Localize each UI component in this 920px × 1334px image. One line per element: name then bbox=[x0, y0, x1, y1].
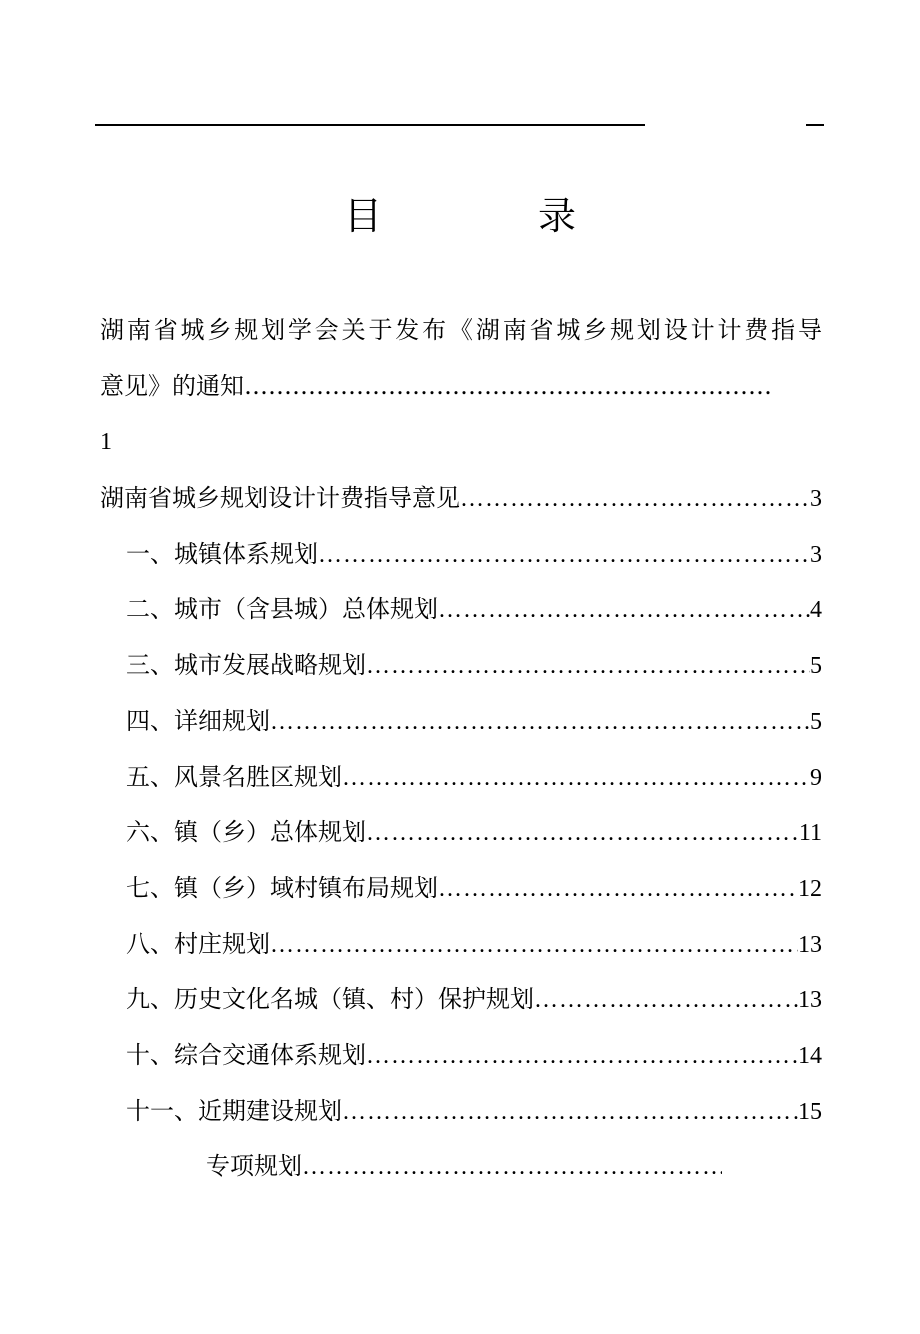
toc-entry-label: 七、镇（乡）域村镇布局规划 bbox=[126, 874, 438, 902]
toc-entry-10[interactable] bbox=[126, 1027, 822, 1083]
toc-entry-page: 5 bbox=[810, 709, 822, 735]
toc-entry-page: 11 bbox=[798, 820, 822, 846]
toc-entry-page: 13 bbox=[798, 932, 822, 958]
toc-entry-label: 湖南省城乡规划设计计费指导意见 bbox=[100, 484, 460, 512]
toc-leader-dots bbox=[270, 694, 810, 750]
toc-entry-page: 5 bbox=[810, 653, 822, 679]
toc-leader-dots bbox=[366, 1028, 798, 1084]
toc-leader-dots bbox=[270, 917, 798, 973]
toc-entry-label: 三、城市发展战略规划 bbox=[126, 651, 366, 679]
toc-leader-dots bbox=[342, 1084, 798, 1140]
toc-leader-dots bbox=[342, 750, 810, 806]
toc-leader-dots bbox=[318, 527, 810, 583]
toc-entry-label: 一、城镇体系规划 bbox=[126, 540, 318, 568]
toc-leader-dots bbox=[366, 805, 799, 861]
toc-entry-page: 12 bbox=[798, 876, 822, 902]
toc-entry-9[interactable] bbox=[126, 971, 822, 1027]
toc-entry-8[interactable] bbox=[126, 916, 822, 972]
toc-entry-label: 二、城市（含县城）总体规划 bbox=[126, 595, 438, 623]
toc-entry-label: 六、镇（乡）总体规划 bbox=[126, 818, 366, 846]
toc-leader-dots bbox=[438, 861, 798, 917]
toc-entry-main[interactable] bbox=[100, 470, 822, 526]
toc-entry-label: 十一、近期建设规划 bbox=[126, 1097, 342, 1125]
toc-leader-dots bbox=[302, 1139, 722, 1195]
toc-entry-3[interactable] bbox=[126, 637, 822, 693]
toc-entry-11[interactable] bbox=[126, 1083, 822, 1139]
toc-entry-label: 专项规划 bbox=[206, 1152, 302, 1180]
toc-entry-5[interactable] bbox=[126, 749, 822, 805]
toc-entry-label: 八、村庄规划 bbox=[126, 930, 270, 958]
toc-entry-12[interactable] bbox=[206, 1138, 722, 1194]
toc-leader-dots bbox=[534, 972, 798, 1028]
intro-line-2: 意见》的通知………………………………………………………… bbox=[100, 372, 772, 400]
toc-entry-4[interactable] bbox=[126, 693, 822, 749]
intro-line-1: 湖南省城乡规划学会关于发布《湖南省城乡规划设计计费指导 bbox=[100, 316, 822, 344]
toc-entry-6[interactable] bbox=[126, 804, 822, 860]
intro-entry[interactable] bbox=[100, 302, 822, 470]
page-title: 目 录 bbox=[343, 194, 649, 238]
header-rule-end-mark bbox=[806, 124, 824, 126]
toc-leader-dots bbox=[438, 582, 810, 638]
toc-entry-page: 14 bbox=[798, 1043, 822, 1069]
toc-entry-1[interactable] bbox=[126, 526, 822, 582]
toc-entry-label: 五、风景名胜区规划 bbox=[126, 763, 342, 791]
toc-entry-page: 13 bbox=[798, 987, 822, 1013]
toc-entry-2[interactable] bbox=[126, 581, 822, 637]
toc-entry-page: 3 bbox=[810, 542, 822, 568]
toc-entry-label: 十、综合交通体系规划 bbox=[126, 1041, 366, 1069]
toc-leader-dots bbox=[366, 638, 810, 694]
toc-entry-page: 9 bbox=[810, 765, 822, 791]
toc-entry-7[interactable] bbox=[126, 860, 822, 916]
toc-entry-label: 四、详细规划 bbox=[126, 707, 270, 735]
toc-entry-page: 3 bbox=[810, 486, 822, 512]
toc-entry-label: 九、历史文化名城（镇、村）保护规划 bbox=[126, 985, 534, 1013]
intro-page-number: 1 bbox=[100, 429, 112, 455]
header-rule bbox=[95, 124, 645, 126]
toc-entry-page: 4 bbox=[810, 597, 822, 623]
toc-entry-page: 15 bbox=[798, 1099, 822, 1125]
toc-leader-dots bbox=[460, 471, 810, 527]
